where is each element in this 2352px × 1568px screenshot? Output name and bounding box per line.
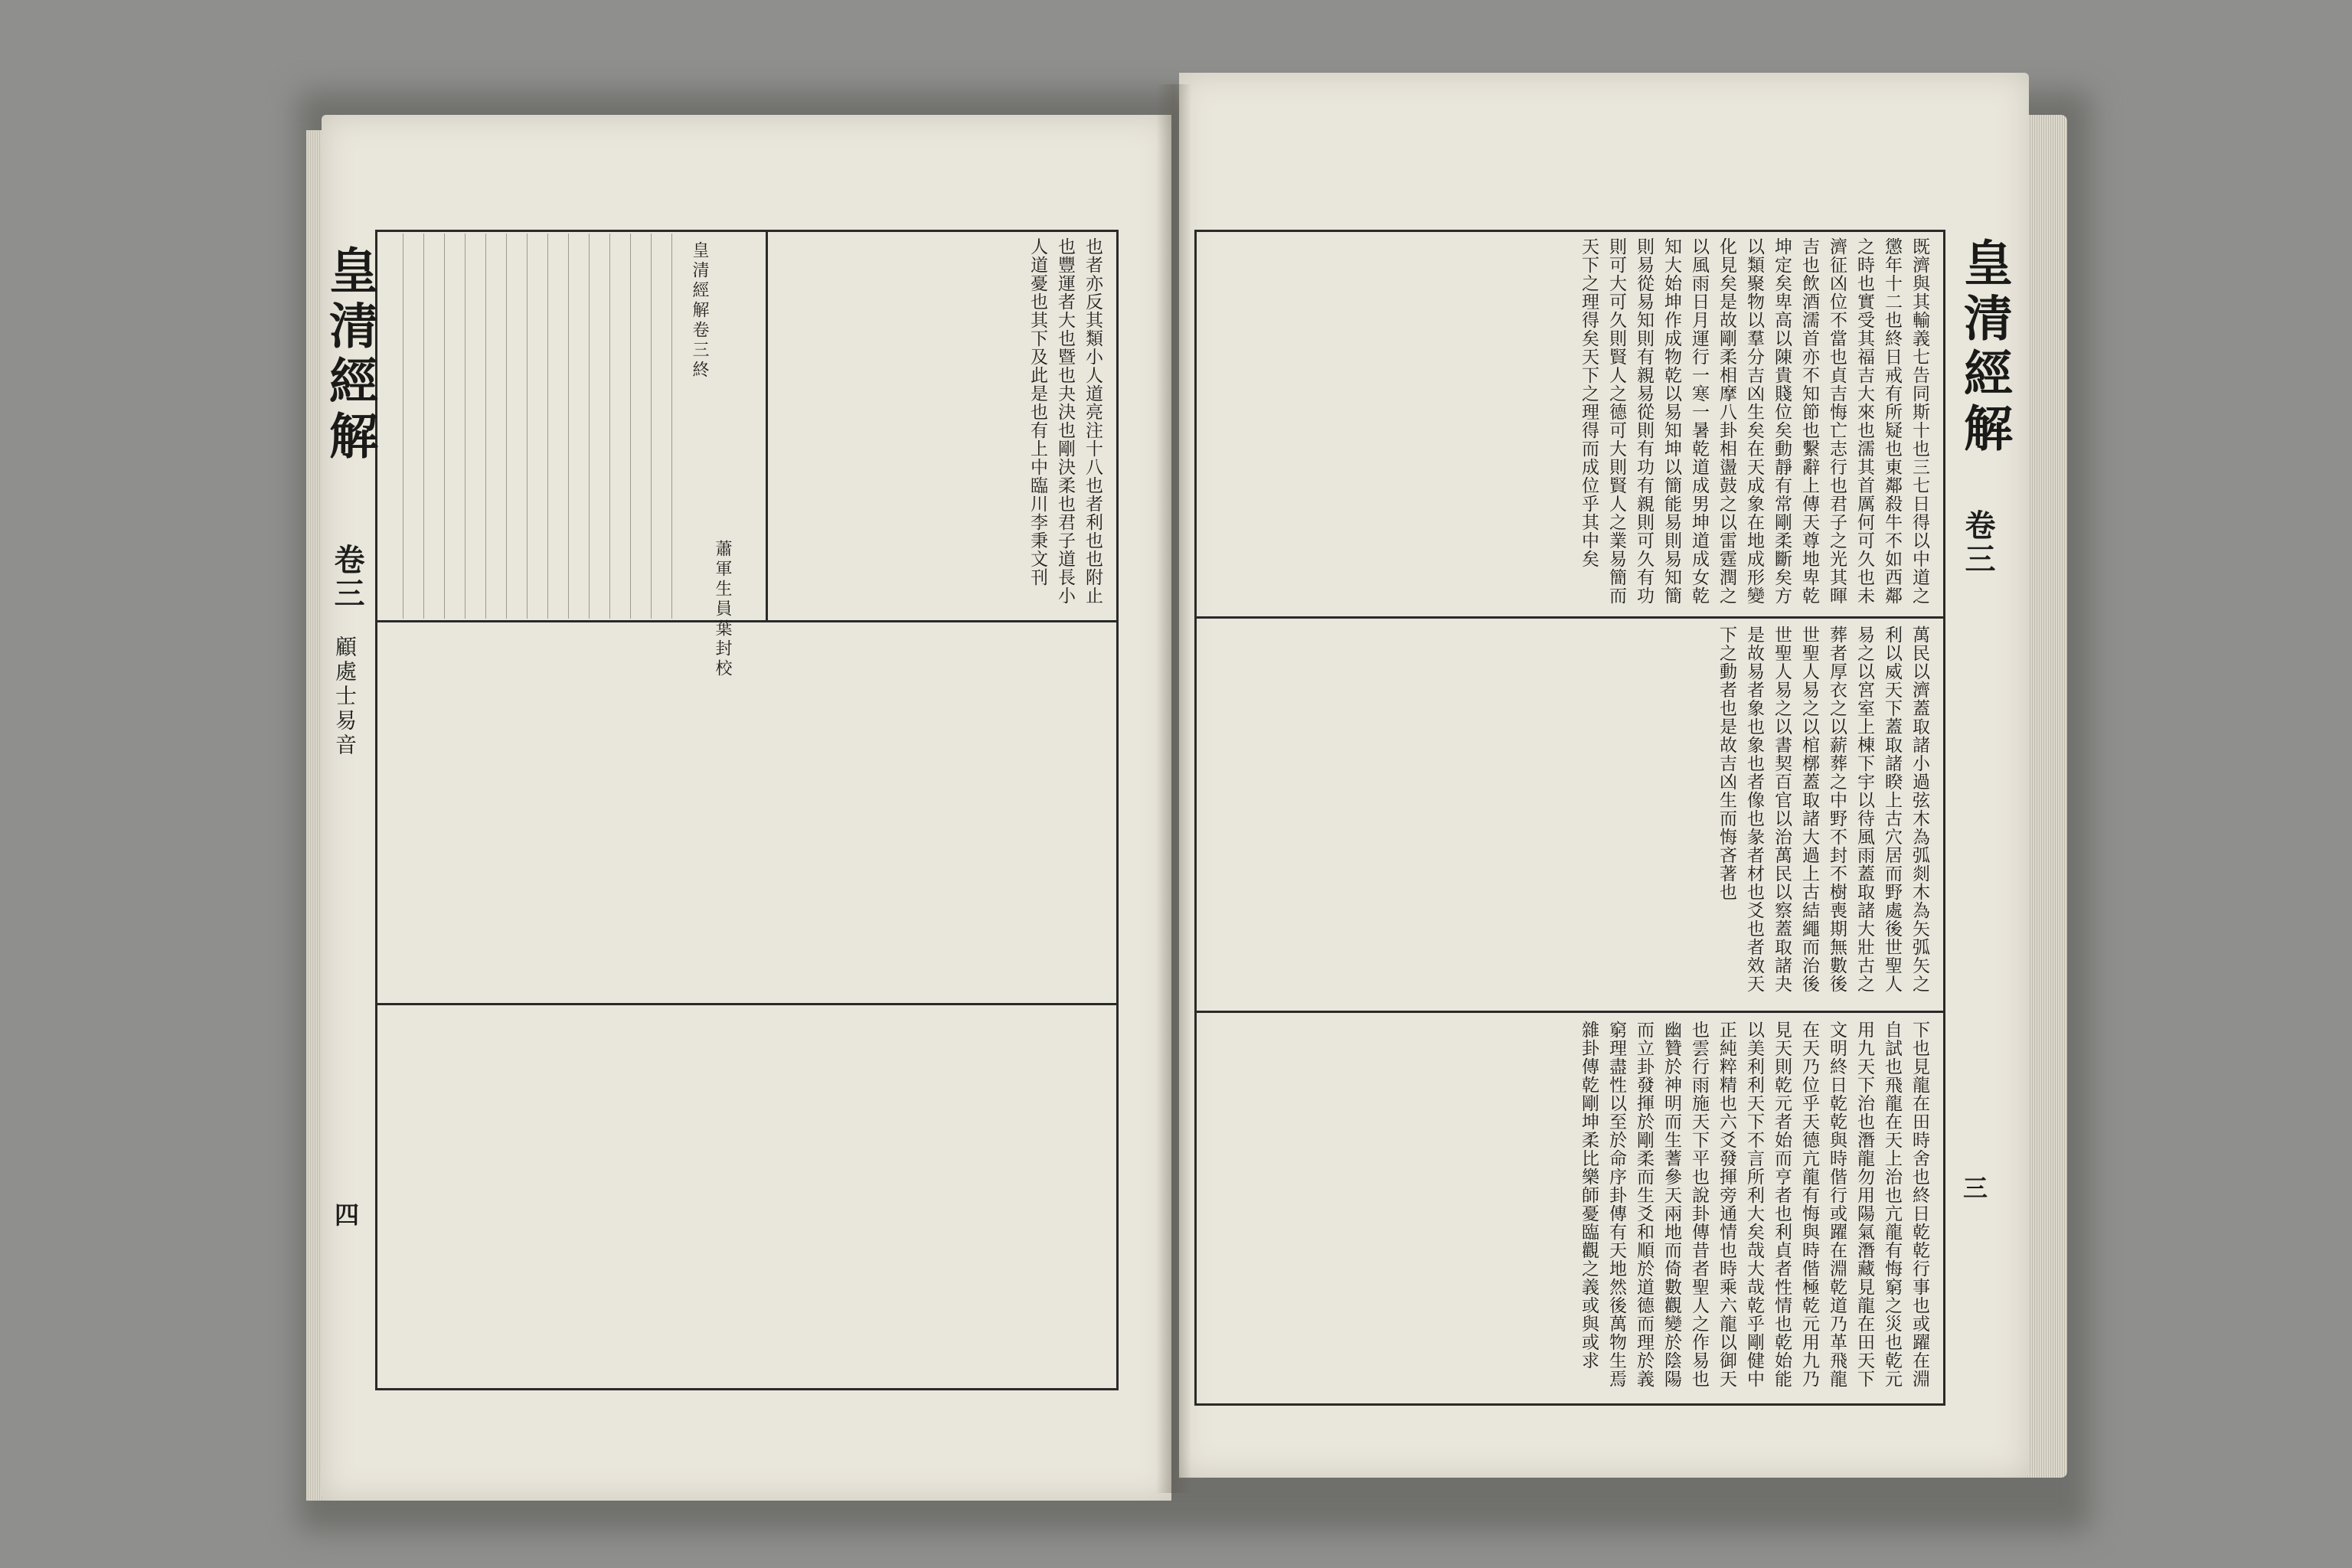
colophon-end: 皇清經解卷三終 <box>690 241 709 381</box>
left-page <box>322 115 1171 1501</box>
colophon-editor: 蕭軍生員葉封校 <box>713 540 732 679</box>
left-divider-2 <box>375 1003 1116 1005</box>
left-spine-title: 皇清經解 <box>321 245 378 466</box>
right-spine-title: 皇清經解 <box>1955 237 2013 458</box>
left-register-line <box>766 230 768 622</box>
right-upper-text: 既濟與其輸義七告同斯十也三七日得以中道之懲年十二也終日戒有所疑也東鄰殺牛不如西鄰之時也實受其福吉大來也濡其首厲何可久也未濟征凶位不當也貞吉悔亡志行也君子之光其暉吉也飲酒濡首亦不知節也繫辭上傳天尊地卑乾坤定矣卑高以陳貴賤位矣動靜有常剛柔斷矣方以類聚物以羣分吉凶生矣在天成象在地成形變化見矣是故剛柔相摩八卦相盪鼓之以雷霆潤之以風雨日月運行一寒一暑乾道成男坤道成女乾知大始坤作成物乾以易知坤以簡能易則易知簡則易從易知則有親易從則有功有親則可久有功則可大可久則賢人之德可大則賢人之業易簡而天下之理得矣天下之理得而成位乎其中矣 <box>1579 237 1929 605</box>
left-divider-1 <box>375 620 1116 622</box>
left-ruled-columns <box>383 234 685 619</box>
left-text-block-1: 也者亦反其類小人道亮注十八也者利也也附止也豐運者大也暨也夬決也剛決柔也君子道長小人道憂也其下及此是也有上中臨川李秉文刊 <box>1027 237 1102 605</box>
right-volume-label: 卷三 <box>1960 509 1996 577</box>
left-volume-label: 卷三 <box>329 544 365 611</box>
right-page-number: 三 <box>1959 1175 1988 1203</box>
left-page-number: 四 <box>331 1202 360 1230</box>
right-divider-1 <box>1194 616 1943 619</box>
right-middle-text: 萬民以濟蓋取諸小過弦木為弧剡木為矢弧矢之利以威天下蓋取諸睽上古穴居而野處後世聖人易之以宮室上棟下宇以待風雨蓋取諸大壯古之葬者厚衣之以薪葬之中野不封不樹喪期無數後世聖人易之以棺槨蓋取諸大過上古結繩而治後世聖人易之以書契百官以治萬民以察蓋取諸夬是故易者象也象也者像也彖者材也爻也者效天下之動者也是故吉凶生而悔吝著也 <box>1717 626 1929 993</box>
right-divider-2 <box>1194 1011 1943 1013</box>
right-page <box>1179 73 2029 1478</box>
author-line: 顧處士易音 <box>332 635 358 758</box>
book-gutter <box>1156 84 1191 1493</box>
right-lower-text: 下也見龍在田時舍也終日乾乾行事也或躍在淵自試也飛龍在天上治也亢龍有悔窮之災也乾元用九天下治也潛龍勿用陽氣潛藏見龍在田天下文明終日乾乾與時偕行或躍在淵乾道乃革飛龍在天乃位乎天德亢龍有悔與時偕極乾元用九乃見天則乾元者始而亨者也利貞者性情也乾始能以美利利天下不言所利大矣哉大哉乾乎剛健中正純粹精也六爻發揮旁通情也時乘六龍以御天也雲行雨施天下平也說卦傳昔者聖人之作易也幽贊於神明而生蓍參天兩地而倚數觀變於陰陽而立卦發揮於剛柔而生爻和順於道德而理於義窮理盡性以至於命序卦傳有天地然後萬物生焉雜卦傳乾剛坤柔比樂師憂臨觀之義或與或求 <box>1579 1021 1929 1388</box>
